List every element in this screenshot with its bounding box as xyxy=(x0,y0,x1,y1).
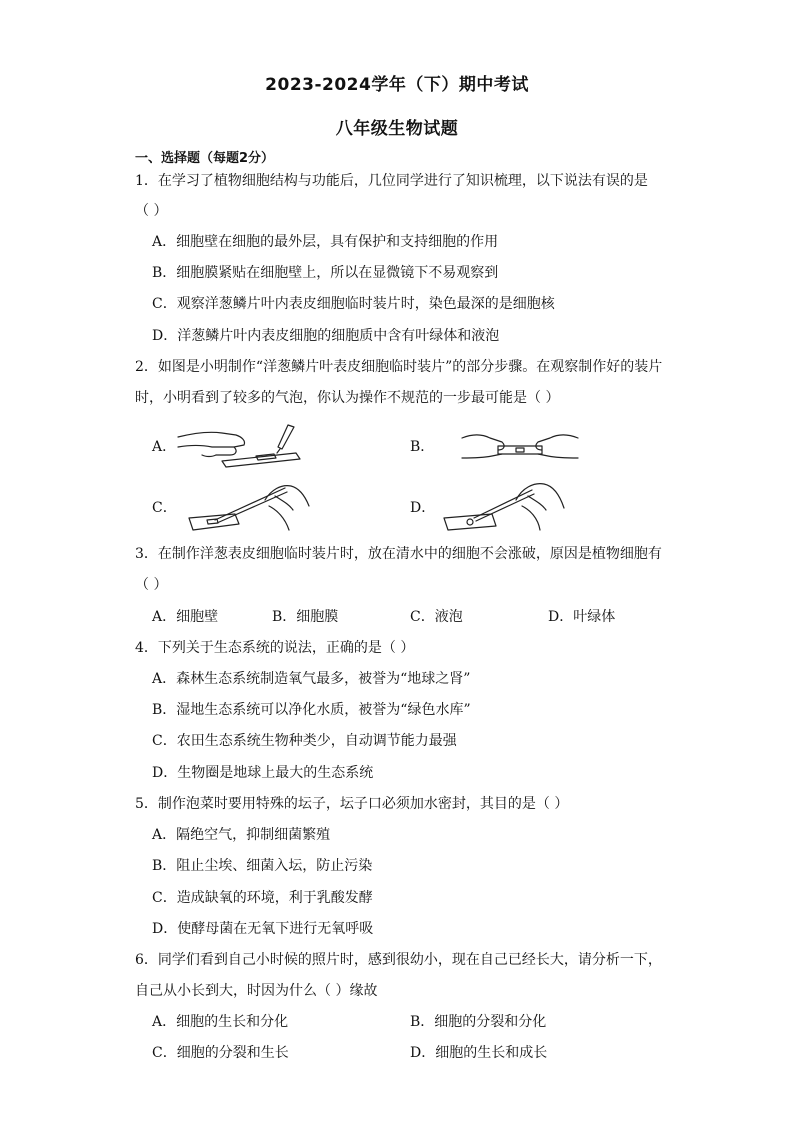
q4-option-c: C．农田生态系统生物种类少，自动调节能力最强 xyxy=(152,733,457,749)
q6-option-c: C．细胞的分裂和生长 xyxy=(152,1045,289,1061)
q3-option-d: D．叶绿体 xyxy=(548,609,616,625)
q1-option-b: B．细胞膜紧贴在细胞壁上，所以在显微镜下不易观察到 xyxy=(152,265,499,281)
q5-stem: 5．制作泡菜时要用特殊的坛子，坛子口必须加水密封，其目的是（ ） xyxy=(135,796,569,812)
q1-stem-line2: （ ） xyxy=(135,203,168,219)
q2-option-c: C． xyxy=(152,500,177,516)
q3-stem-line1: 3．在制作洋葱表皮细胞临时装片时，放在清水中的细胞不会涨破，原因是植物细胞有 xyxy=(135,546,662,562)
q4-option-a: A．森林生态系统制造氧气最多，被誉为“地球之肾” xyxy=(152,671,471,687)
q6-option-d: D．细胞的生长和成长 xyxy=(410,1045,548,1061)
q5-option-b: B．阻止尘埃、细菌入坛，防止污染 xyxy=(152,858,373,874)
q1-option-d: D．洋葱鳞片叶内表皮细胞的细胞质中含有叶绿体和液泡 xyxy=(152,328,500,344)
q3-option-b: B．细胞膜 xyxy=(272,609,339,625)
q2-figure-b-hands-slide xyxy=(458,428,582,468)
q6-option-b: B．细胞的分裂和分化 xyxy=(410,1014,547,1030)
exam-subtitle: 八年级生物试题 xyxy=(335,119,459,139)
q6-stem-line1: 6．同学们看到自己小时候的照片时，感到很幼小，现在自己已经长大，请分析一下， xyxy=(135,952,662,968)
q4-stem: 4．下列关于生态系统的说法，正确的是（ ） xyxy=(135,640,415,656)
q1-option-c: C．观察洋葱鳞片叶内表皮细胞临时装片时，染色最深的是细胞核 xyxy=(152,296,555,312)
q1-option-a: A．细胞壁在细胞的最外层，具有保护和支持细胞的作用 xyxy=(152,234,499,250)
q6-stem-line2: 自己从小长到大，时因为什么（ ）缘故 xyxy=(135,983,378,999)
q2-stem-line2: 时，小明看到了较多的气泡，你认为操作不规范的一步最可能是（ ） xyxy=(135,390,560,406)
q2-option-d: D． xyxy=(410,500,436,516)
q4-option-d: D．生物圈是地球上最大的生态系统 xyxy=(152,765,374,781)
q3-option-c: C．液泡 xyxy=(410,609,463,625)
q1-stem-line1: 1．在学习了植物细胞结构与功能后，几位同学进行了知识梳理，以下说法有误的是 xyxy=(135,173,648,189)
q2-figure-c-forceps-slide xyxy=(185,480,315,535)
q6-option-a: A．细胞的生长和分化 xyxy=(152,1014,289,1030)
q2-option-a: A． xyxy=(152,439,177,455)
q2-stem-line1: 2．如图是小明制作“洋葱鳞片叶表皮细胞临时装片”的部分步骤。在观察制作好的装片 xyxy=(135,359,663,375)
q2-figure-a-dropper-slide xyxy=(176,423,316,469)
q3-stem-line2: （ ） xyxy=(135,577,168,593)
q2-figure-d-dropper-slide xyxy=(440,478,570,534)
q3-option-a: A．细胞壁 xyxy=(152,609,219,625)
q4-option-b: B．湿地生态系统可以净化水质，被誉为“绿色水库” xyxy=(152,702,471,718)
exam-title: 2023-2024学年（下）期中考试 xyxy=(265,75,529,95)
q5-option-d: D．使酵母菌在无氧下进行无氧呼吸 xyxy=(152,921,374,937)
q5-option-a: A．隔绝空气，抑制细菌繁殖 xyxy=(152,827,331,843)
section-heading: 一、选择题（每题2分） xyxy=(135,151,275,166)
q2-option-b: B． xyxy=(410,439,435,455)
q5-option-c: C．造成缺氧的环境，利于乳酸发酵 xyxy=(152,890,373,906)
